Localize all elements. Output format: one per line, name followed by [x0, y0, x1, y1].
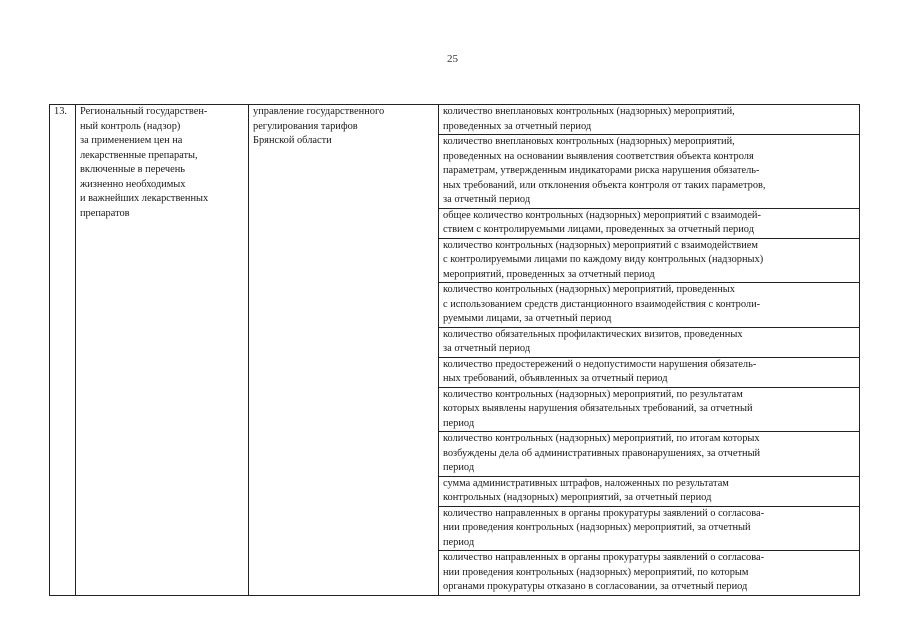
- indicator-line: контрольных (надзорных) мероприятий, за отчетный период: [443, 492, 712, 503]
- indicator-cell: [439, 476, 860, 506]
- indicator-line: ствием с контролируемыми лицами, проведенных за отчетный период: [443, 224, 754, 235]
- control-type-line: и важнейших лекарственных: [80, 193, 209, 204]
- indicator-cell: [439, 283, 860, 328]
- indicator-line: за отчетный период: [443, 194, 531, 205]
- indicators-table: [49, 104, 860, 596]
- authority-cell: [249, 105, 439, 596]
- indicator-line: количество внеплановых контрольных (надзорных) мероприятий,: [443, 136, 735, 147]
- indicator-line: ных требований, или отклонения объекта контроля от таких параметров,: [443, 179, 766, 191]
- indicator-line: нии проведения контрольных (надзорных) мероприятий, за отчетный: [443, 522, 751, 533]
- indicator-line: период: [443, 462, 475, 473]
- control-type-cell: [76, 105, 249, 596]
- row-number: 13.: [54, 106, 67, 117]
- indicator-line: которых выявлены нарушения обязательных требований, за отчетный: [443, 403, 753, 414]
- control-type-line: Региональный государствен-: [80, 106, 208, 117]
- indicator-line: количество внеплановых контрольных (надзорных) мероприятий,: [443, 106, 735, 117]
- indicator-cell: [439, 135, 860, 209]
- indicator-line: органами прокуратуры отказано в согласовании, за отчетный период: [443, 581, 748, 592]
- indicator-line: количество контрольных (надзорных) мероприятий с взаимодействием: [443, 239, 758, 251]
- control-type-line: включенные в перечень: [80, 164, 186, 175]
- control-type-line: лекарственные препараты,: [80, 149, 198, 161]
- indicator-line: период: [443, 536, 475, 548]
- indicator-line: с контролируемыми лицами по каждому виду контрольных (надзорных): [443, 254, 764, 265]
- indicator-line: количество контрольных (надзорных) мероприятий, по результатам: [443, 388, 743, 400]
- indicator-line: за отчетный период: [443, 343, 531, 354]
- indicator-cell: [439, 208, 860, 238]
- indicator-cell: [439, 238, 860, 283]
- indicator-cell: [439, 327, 860, 357]
- authority-line: регулирования тарифов: [253, 120, 358, 132]
- indicator-line: параметрам, утвержденным индикаторами риска нарушения обязатель-: [443, 165, 760, 176]
- indicator-cell: [439, 432, 860, 477]
- indicator-cell: [439, 387, 860, 432]
- indicator-line: с использованием средств дистанционного взаимодействия с контроли-: [443, 298, 761, 310]
- indicator-line: количество контрольных (надзорных) мероприятий, по итогам которых: [443, 433, 760, 444]
- indicator-line: проведенных на основании выявления соответствия объекта контроля: [443, 150, 754, 162]
- indicator-line: общее количество контрольных (надзорных) мероприятий с взаимодей-: [443, 209, 761, 221]
- indicator-line: количество направленных в органы прокуратуры заявлений о согласова-: [443, 552, 765, 563]
- indicator-cell: [439, 105, 860, 135]
- indicator-line: ных требований, объявленных за отчетный период: [443, 373, 668, 384]
- indicator-line: период: [443, 417, 475, 429]
- control-type-line: жизненно необходимых: [80, 178, 186, 190]
- indicator-line: количество направленных в органы прокуратуры заявлений о согласова-: [443, 507, 765, 519]
- authority-line: управление государственного: [253, 106, 385, 117]
- control-type-line: за применением цен на: [80, 135, 183, 146]
- control-type-line: ный контроль (надзор): [80, 120, 181, 132]
- authority-line: Брянской области: [253, 135, 332, 146]
- indicator-line: проведенных за отчетный период: [443, 120, 592, 132]
- page-number: 25: [447, 53, 458, 65]
- indicator-line: сумма административных штрафов, наложенных по результатам: [443, 477, 729, 489]
- indicator-cell: [439, 357, 860, 387]
- indicator-line: мероприятий, проведенных за отчетный период: [443, 268, 655, 280]
- row-number-cell: [50, 105, 76, 596]
- indicator-line: количество предостережений о недопустимости нарушения обязатель-: [443, 358, 757, 370]
- control-type-line: препаратов: [80, 207, 130, 219]
- indicator-line: количество контрольных (надзорных) мероприятий, проведенных: [443, 284, 735, 295]
- indicator-cell: [439, 551, 860, 596]
- table-row: [50, 105, 860, 135]
- indicator-line: возбуждены дела об административных правонарушениях, за отчетный: [443, 447, 761, 459]
- indicator-cell: [439, 506, 860, 551]
- indicators-table-body: [50, 105, 860, 596]
- indicator-line: количество обязательных профилактических визитов, проведенных: [443, 328, 743, 340]
- indicator-line: нии проведения контрольных (надзорных) мероприятий, по которым: [443, 566, 749, 578]
- indicator-line: руемыми лицами, за отчетный период: [443, 313, 612, 324]
